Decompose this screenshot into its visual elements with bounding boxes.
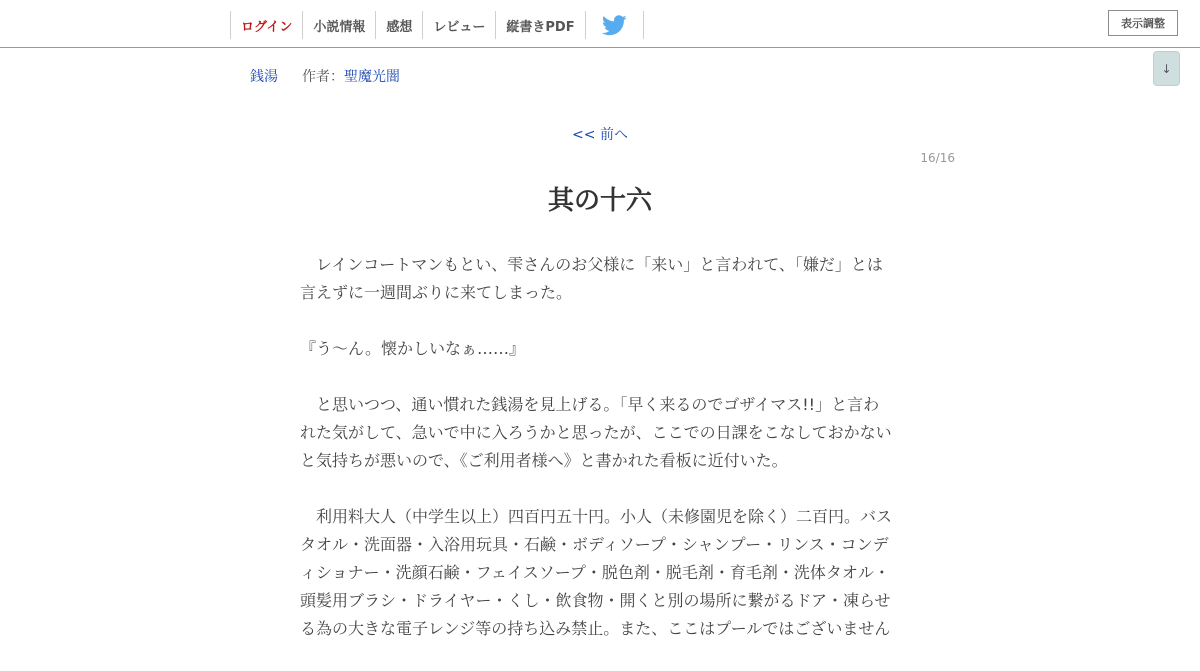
prev-page-link[interactable]: << 前へ (572, 127, 628, 143)
body-paragraph: と思いつつ、通い慣れた銭湯を見上げる。「早く来るのでゴザイマス!!」と言われた気がして、急いで中に入ろうかと思ったが、ここでの日課をこなしておかないと気持ちが悪いので、《ご利用者様へ》と書かれた看板に近付いた。 (300, 395, 892, 470)
pager-prev-container (0, 124, 1200, 144)
vertical-pdf-link[interactable]: 縦書きPDF (495, 11, 584, 39)
review-link[interactable]: レビュー (422, 11, 495, 39)
chapter-title: 其の十六 (547, 186, 652, 216)
scroll-down-button[interactable]: ↓ (1153, 51, 1180, 86)
author-label: 作者： (302, 69, 344, 85)
login-link[interactable]: ログイン (230, 11, 302, 39)
main-nav (230, 11, 644, 39)
display-settings-button[interactable]: 表示調整 (1108, 10, 1178, 36)
series-title-link[interactable]: 銭湯 (250, 69, 278, 85)
novel-info-link[interactable]: 小説情報 (302, 11, 375, 39)
body-paragraph: 『う〜ん。懐かしいなぁ……』 (300, 339, 525, 358)
top-navigation-bar (0, 0, 1200, 48)
body-paragraph: 利用料大人（中学生以上）四百円五十円。小人（未修園児を除く）二百円。バスタオル・洗面器・入浴用玩具・石鹸・ボディソープ・シャンプー・リンス・コンディショナー・洗顔石鹸・フェイスソープ・脱色剤・脱毛剤・育毛剤・洗体タオル・頭髪用ブラシ・ドライヤー・くし・飲食物・開くと別の場所に繋がるドア・凍らせる為の大きな電子レンジ等の持ち込み禁止。また、ここはプールではございません (300, 507, 893, 638)
chapter-body (300, 251, 895, 671)
twitter-share-button[interactable] (585, 11, 644, 39)
impressions-link[interactable]: 感想 (375, 11, 422, 39)
twitter-bird-icon (602, 15, 627, 36)
series-info (250, 66, 400, 86)
body-paragraph: レインコートマンもとい、雫さんのお父様に「来い」と言われて、「嫌だ」とは言えずに一週間ぶりに来てしまった。 (300, 255, 883, 302)
page-counter: 16/16 (920, 151, 955, 165)
author-name-link[interactable]: 聖魔光闇 (344, 69, 400, 85)
